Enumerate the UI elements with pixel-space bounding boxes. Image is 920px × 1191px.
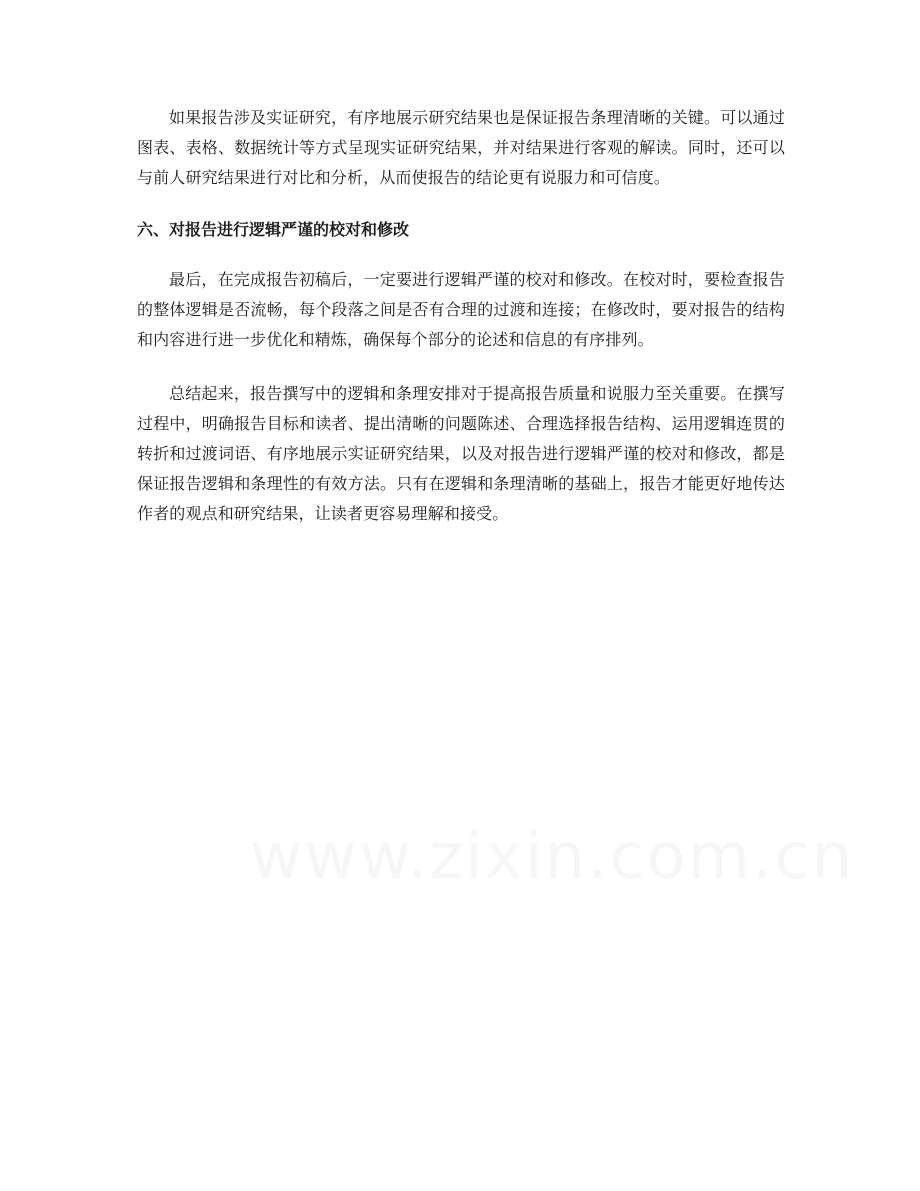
paragraph-revision: 最后，在完成报告初稿后，一定要进行逻辑严谨的校对和修改。在校对时，要检查报告的整体逻辑是否流畅，每个段落之间是否有合理的过渡和连接；在修改时，要对报告的结构和内容进行进一步优化和精炼，确保每个部分的论述和信息的有序排列。 [137, 270, 785, 349]
paragraph-intro: 如果报告涉及实证研究，有序地展示研究结果也是保证报告条理清晰的关键。可以通过图表、表格、数据统计等方式呈现实证研究结果，并对结果进行客观的解读。同时，还可以与前人研究结果进行对比和分析，从而使报告的结论更有说服力和可信度。 [137, 108, 785, 187]
watermark [250, 820, 770, 894]
section-heading: 六、对报告进行逻辑严谨的校对和修改 [137, 220, 410, 239]
document-body [137, 103, 785, 529]
paragraph-conclusion: 总结起来，报告撰写中的逻辑和条理安排对于提高报告质量和说服力至关重要。在撰写过程中，明确报告目标和读者、提出清晰的问题陈述、合理选择报告结构、运用逻辑连贯的转折和过渡词语、有序地展示实证研究结果，以及对报告进行逻辑严谨的校对和修改，都是保证报告逻辑和条理性的有效方法。只有在逻辑和条理清晰的基础上，报告才能更好地传达作者的观点和研究结果，让读者更容易理解和接受。 [137, 384, 785, 523]
